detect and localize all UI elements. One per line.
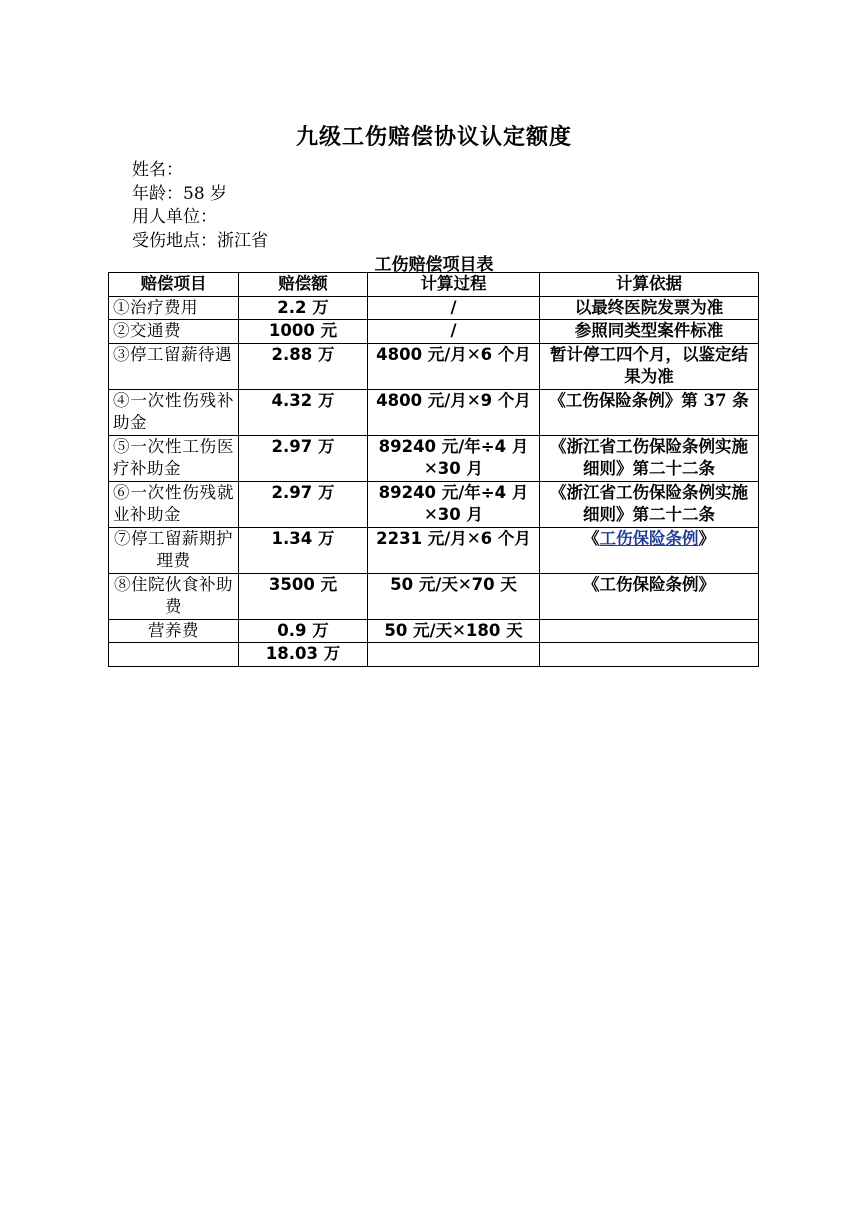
- document-title: 九级工伤赔偿协议认定额度: [295, 124, 572, 150]
- cell-amount: 1.34 万: [239, 527, 368, 573]
- cell-item: ④一次性伤残补助金: [109, 389, 239, 435]
- cell-item: ②交通费: [109, 320, 239, 344]
- cell-amount: 4.32 万: [239, 389, 368, 435]
- cell-basis: [540, 527, 759, 573]
- compensation-table: [108, 272, 759, 667]
- table-total-row: [109, 643, 759, 667]
- header-basis: 计算依据: [540, 273, 759, 297]
- info-age: 年龄：58 岁: [132, 183, 228, 204]
- cell-item: ⑦停工留薪期护理费: [109, 527, 239, 573]
- cell-amount: 2.88 万: [239, 343, 368, 389]
- cell-process: 89240 元/年÷4 月✕30 月: [368, 481, 540, 527]
- cell-process: 4800 元/月✕6 个月: [368, 343, 540, 389]
- cell-basis: 以最终医院发票为准: [540, 296, 759, 320]
- cell-basis: 《浙江省工伤保险条例实施细则》第二十二条: [540, 481, 759, 527]
- claimant-info: [132, 159, 268, 253]
- table-row: [109, 527, 759, 573]
- cell-basis: [540, 643, 759, 667]
- cell-process: 4800 元/月✕9 个月: [368, 389, 540, 435]
- cell-amount: 2.97 万: [239, 481, 368, 527]
- cell-basis: 《工伤保险条例》: [540, 573, 759, 619]
- cell-amount: 1000 元: [239, 320, 368, 344]
- header-amount: 赔偿额: [239, 273, 368, 297]
- info-name: 姓名：: [132, 160, 183, 180]
- header-item: 赔偿项目: [109, 273, 239, 297]
- basis-open-bracket: 《: [583, 528, 600, 548]
- cell-amount: 2.2 万: [239, 296, 368, 320]
- cell-item: ⑤一次性工伤医疗补助金: [109, 435, 239, 481]
- cell-basis: 暂计停工四个月，以鉴定结果为准: [540, 343, 759, 389]
- cell-item: [109, 643, 239, 667]
- cell-item: ⑥一次性伤残就业补助金: [109, 481, 239, 527]
- cell-process: /: [368, 320, 540, 344]
- table-row: [109, 481, 759, 527]
- cell-item: ⑧住院伙食补助费: [109, 573, 239, 619]
- cell-process: 50 元/天✕70 天: [368, 573, 540, 619]
- cell-process: /: [368, 296, 540, 320]
- basis-close-bracket: 》: [698, 528, 715, 548]
- cell-item: 营养费: [109, 619, 239, 643]
- cell-amount: 0.9 万: [239, 619, 368, 643]
- cell-basis: 《浙江省工伤保险条例实施细则》第二十二条: [540, 435, 759, 481]
- table-row: [109, 343, 759, 389]
- table-row: [109, 573, 759, 619]
- info-injury-location: 受伤地点：浙江省: [132, 230, 268, 251]
- cell-item: ①治疗费用: [109, 296, 239, 320]
- cell-process: 50 元/天✕180 天: [368, 619, 540, 643]
- info-employer: 用人单位：: [132, 207, 217, 227]
- cell-process: 89240 元/年÷4 月✕30 月: [368, 435, 540, 481]
- cell-amount: 3500 元: [239, 573, 368, 619]
- cell-process: 2231 元/月✕6 个月: [368, 527, 540, 573]
- table-row: [109, 435, 759, 481]
- cell-basis: [540, 619, 759, 643]
- regulation-link[interactable]: 工伤保险条例: [599, 528, 699, 548]
- table-row: [109, 296, 759, 320]
- cell-basis: 《工伤保险条例》第 37 条: [540, 389, 759, 435]
- table-caption: 工伤赔偿项目表: [374, 255, 494, 275]
- cell-process: [368, 643, 540, 667]
- table-row: [109, 320, 759, 344]
- cell-item: ③停工留薪待遇: [109, 343, 239, 389]
- cell-total-amount: 18.03 万: [239, 643, 368, 667]
- table-row: [109, 389, 759, 435]
- cell-basis: 参照同类型案件标准: [540, 320, 759, 344]
- header-process: 计算过程: [368, 273, 540, 297]
- table-header-row: [109, 273, 759, 297]
- table-row: [109, 619, 759, 643]
- cell-amount: 2.97 万: [239, 435, 368, 481]
